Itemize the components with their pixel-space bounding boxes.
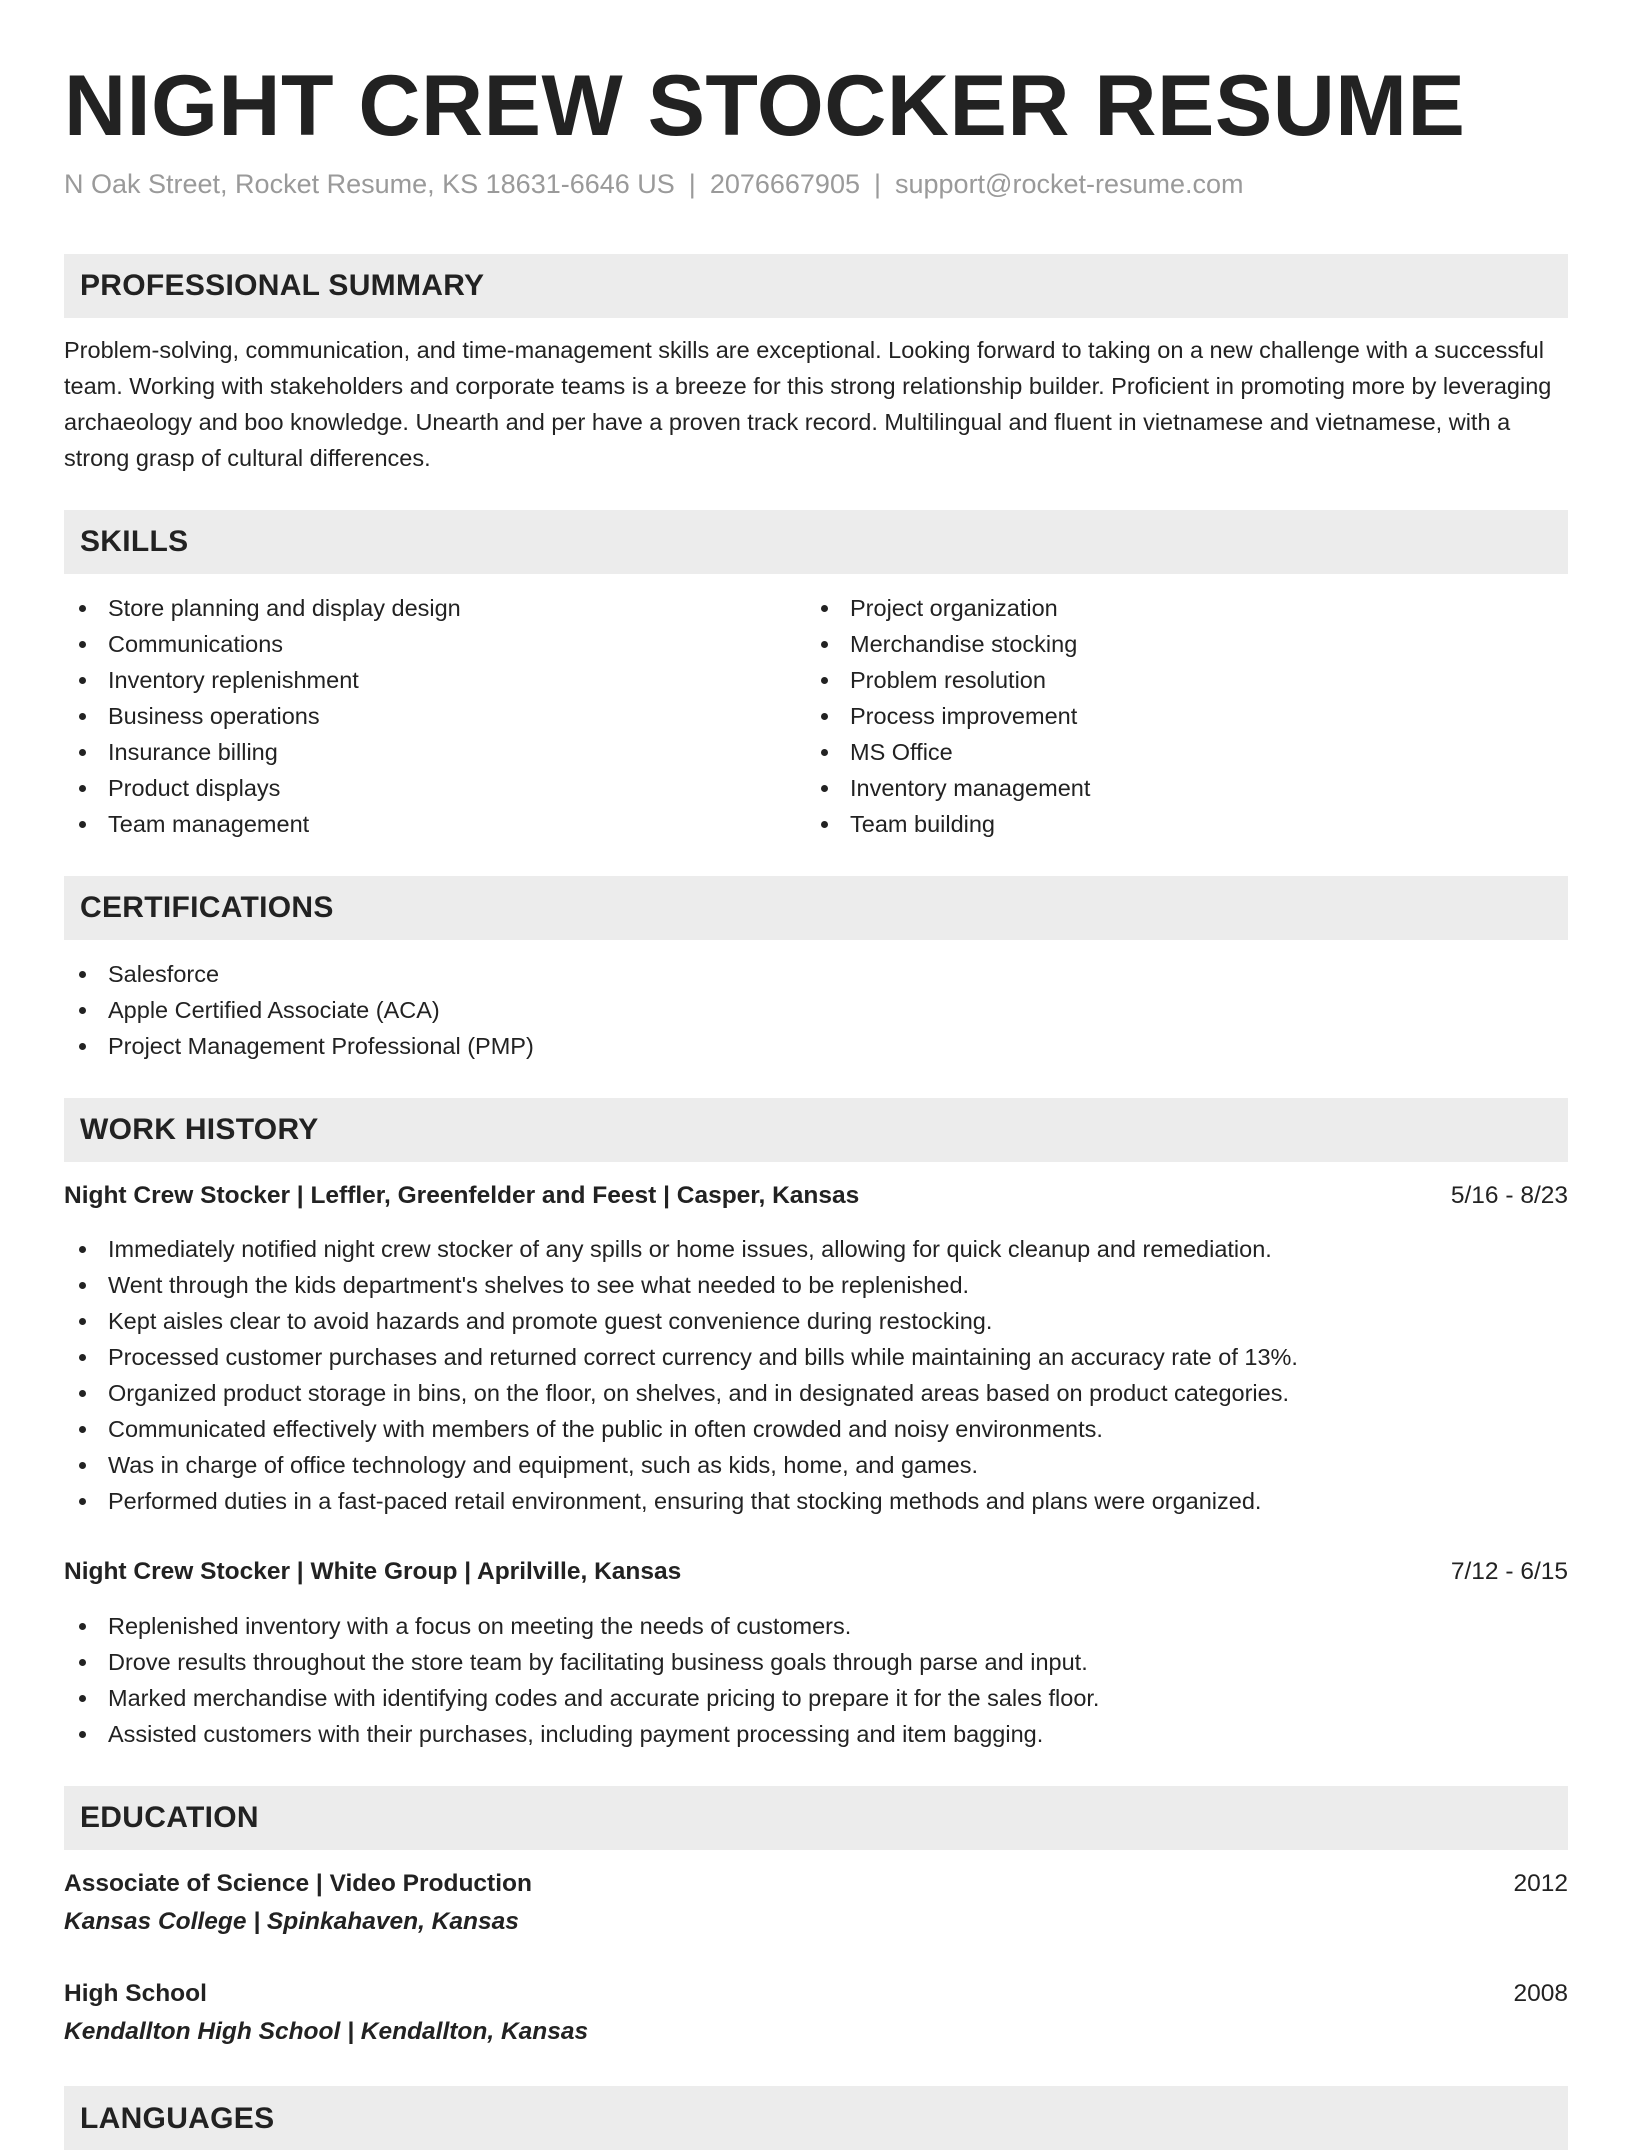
certifications-list xyxy=(64,956,534,1064)
job-bullet: Drove results throughout the store team by facilitating business goals through parse and input. xyxy=(64,1644,1099,1680)
job-header xyxy=(64,1178,1568,1214)
skill-item: Project organization xyxy=(806,590,1526,626)
skills-list-right xyxy=(806,590,1526,842)
contact-line xyxy=(64,166,1244,202)
skill-item: Problem resolution xyxy=(806,662,1526,698)
contact-phone[interactable]: 2076667905 xyxy=(709,169,860,199)
education-degree: High School xyxy=(64,1980,207,2007)
education-entry xyxy=(64,1865,1568,1941)
education-year: 2012 xyxy=(1513,1870,1568,1897)
job-bullet: Was in charge of office technology and equipment, such as kids, home, and games. xyxy=(64,1447,1298,1483)
job-bullets xyxy=(64,1231,1298,1519)
job-bullet: Marked merchandise with identifying codes and accurate pricing to prepare it for the sales floor. xyxy=(64,1680,1099,1716)
skill-item: Team management xyxy=(64,806,784,842)
skill-item: Inventory replenishment xyxy=(64,662,784,698)
job-bullet: Communicated effectively with members of the public in often crowded and noisy environments. xyxy=(64,1411,1298,1447)
job-title: Night Crew Stocker | Leffler, Greenfelder and Feest | Casper, Kansas xyxy=(64,1182,860,1209)
contact-address: N Oak Street, Rocket Resume, KS 18631-6646 US xyxy=(64,169,675,199)
section-heading: WORK HISTORY xyxy=(80,1113,319,1146)
summary-text: Problem-solving, communication, and time-management skills are exceptional. Looking forward to taking on a new challenge with a successful team. Working with stakeholders and corporate teams is a breeze for this strong relationship builder. Proficient in promoting more by leveraging archaeology and boo knowledge. Unearth and per have a proven track record. Multilingual and fluent in vietnamese and vietnamese, with a strong grasp of cultural differences. xyxy=(64,337,1552,471)
job-dates: 7/12 - 6/15 xyxy=(1450,1558,1568,1585)
education-degree: Associate of Science | Video Production xyxy=(64,1870,532,1897)
skill-item: Business operations xyxy=(64,698,784,734)
job-bullets xyxy=(64,1608,1099,1752)
section-heading: SKILLS xyxy=(80,525,189,558)
contact-separator: | xyxy=(688,169,696,199)
job-bullet: Organized product storage in bins, on the floor, on shelves, and in designated areas based on product categories. xyxy=(64,1375,1298,1411)
job-bullet: Performed duties in a fast-paced retail environment, ensuring that stocking methods and plans were organized. xyxy=(64,1483,1298,1519)
skills-list-left xyxy=(64,590,784,842)
section-heading: CERTIFICATIONS xyxy=(80,891,334,924)
education-school: Kansas College | Spinkahaven, Kansas xyxy=(64,1908,519,1935)
skill-item: Product displays xyxy=(64,770,784,806)
job-header xyxy=(64,1554,1568,1590)
section-heading: EDUCATION xyxy=(80,1801,259,1834)
certification-item: Apple Certified Associate (ACA) xyxy=(64,992,534,1028)
education-entry xyxy=(64,1975,1568,2051)
job-bullet: Replenished inventory with a focus on meeting the needs of customers. xyxy=(64,1608,1099,1644)
section-professional-summary xyxy=(64,254,1568,318)
skill-item: Insurance billing xyxy=(64,734,784,770)
job-bullet: Processed customer purchases and returned correct currency and bills while maintaining an accuracy rate of 13%. xyxy=(64,1339,1298,1375)
job-bullet: Went through the kids department's shelves to see what needed to be replenished. xyxy=(64,1267,1298,1303)
job-dates: 5/16 - 8/23 xyxy=(1450,1182,1568,1209)
job-bullet: Assisted customers with their purchases, including payment processing and item bagging. xyxy=(64,1716,1099,1752)
education-year: 2008 xyxy=(1513,1980,1568,2007)
section-work-history xyxy=(64,1098,1568,1162)
skill-item: Team building xyxy=(806,806,1526,842)
job-bullet: Kept aisles clear to avoid hazards and promote guest convenience during restocking. xyxy=(64,1303,1298,1339)
contact-separator: | xyxy=(873,169,881,199)
section-languages xyxy=(64,2086,1568,2150)
section-heading: PROFESSIONAL SUMMARY xyxy=(80,269,485,302)
certification-item: Project Management Professional (PMP) xyxy=(64,1028,534,1064)
skill-item: Inventory management xyxy=(806,770,1526,806)
skill-item: Merchandise stocking xyxy=(806,626,1526,662)
resume-title: NIGHT CREW STOCKER RESUME xyxy=(64,58,1466,154)
job-bullet: Immediately notified night crew stocker of any spills or home issues, allowing for quick cleanup and remediation. xyxy=(64,1231,1298,1267)
section-skills xyxy=(64,510,1568,574)
section-heading: LANGUAGES xyxy=(80,2102,275,2135)
skill-item: MS Office xyxy=(806,734,1526,770)
education-school: Kendallton High School | Kendallton, Kansas xyxy=(64,2018,589,2045)
section-certifications xyxy=(64,876,1568,940)
skill-item: Communications xyxy=(64,626,784,662)
skill-item: Process improvement xyxy=(806,698,1526,734)
job-title: Night Crew Stocker | White Group | Aprilville, Kansas xyxy=(64,1558,682,1585)
certification-item: Salesforce xyxy=(64,956,534,992)
contact-email[interactable]: support@rocket-resume.com xyxy=(895,169,1244,199)
section-education xyxy=(64,1786,1568,1850)
skill-item: Store planning and display design xyxy=(64,590,784,626)
